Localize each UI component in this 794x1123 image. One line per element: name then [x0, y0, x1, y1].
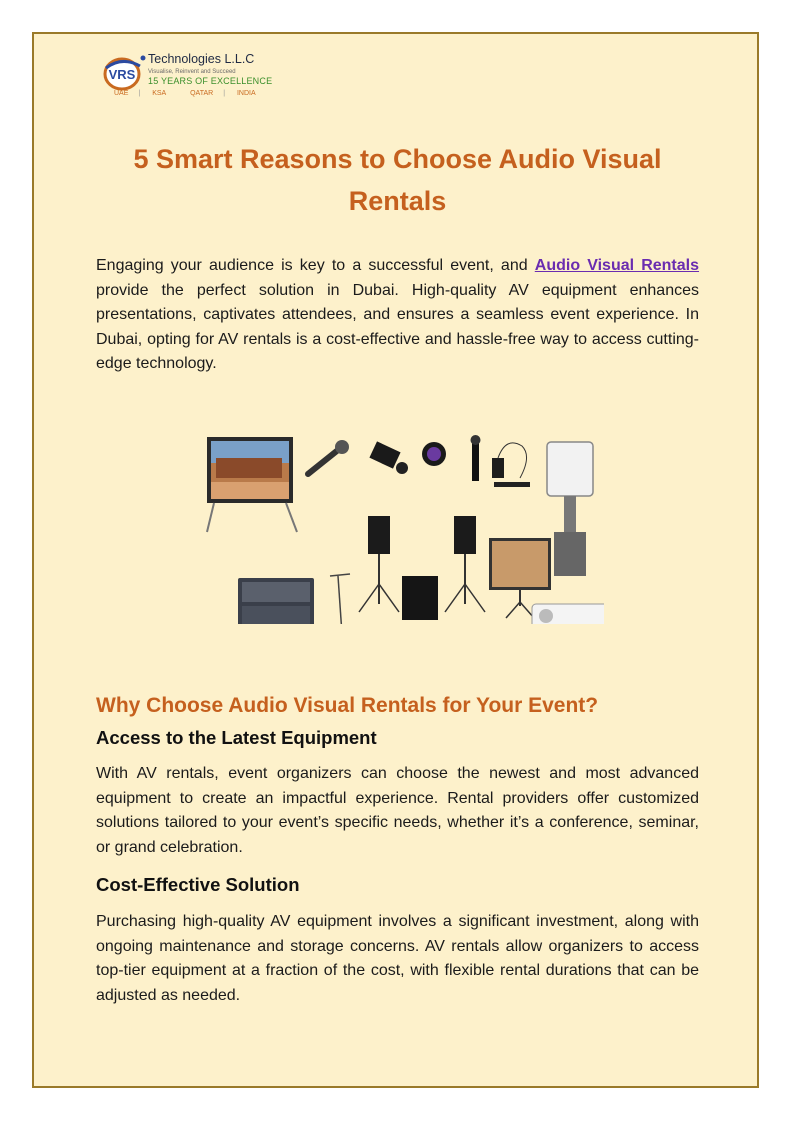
company-logo	[100, 50, 300, 120]
subsection-body-latest-equipment: With AV rentals, event organizers can choose the newest and most advanced equipment to create an impactful experience. Rental providers offer customized solutions tailored to your event’s specific needs, whether it’s a conference, seminar, or grand celebration.	[96, 765, 699, 856]
country-ksa: KSA	[152, 90, 167, 97]
logo-company-name: Technologies L.L.C	[148, 52, 255, 66]
audio-visual-rentals-link[interactable]: Audio Visual Rentals	[534, 257, 700, 274]
logo-countries: UAE | KSA QATAR | INDIA	[114, 90, 256, 97]
av-equipment-image	[202, 434, 604, 624]
intro-text-after: provide the perfect solution in Dubai. High-quality AV equipment enhances presentations, captivates attendees, and ensures a seamless event experience. In Dubai, opting for AV rentals is a cost-effective and hassle-free way to access cutting-edge technology.	[96, 281, 699, 372]
vrs-globe-icon	[100, 52, 148, 92]
logo-tagline: Visualise, Reinvent and Succeed	[148, 69, 236, 75]
intro-text-before: Engaging your audience is key to a successful event, and	[96, 257, 535, 274]
country-uae: UAE	[114, 90, 129, 97]
subsection-heading-cost-effective: Cost-Effective Solution	[96, 874, 300, 895]
subsection-heading-latest-equipment: Access to the Latest Equipment	[96, 727, 377, 748]
article-title: 5 Smart Reasons to Choose Audio Visual Rentals	[133, 144, 662, 216]
country-qatar: QATAR	[190, 90, 214, 97]
intro-paragraph	[96, 254, 699, 377]
page-frame	[32, 32, 759, 1088]
section-heading: Why Choose Audio Visual Rentals for Your Event?	[96, 694, 599, 717]
country-india: INDIA	[236, 90, 256, 97]
subsection-body-cost-effective: Purchasing high-quality AV equipment involves a significant investment, along with ongoing maintenance and storage concerns. AV rentals allow organizers to access top-tier equipment at a fraction of the cost, with flexible rental durations that can be adjusted as needed.	[96, 913, 699, 1004]
logo-brand-text: VRS	[108, 67, 136, 82]
logo-years: 15 YEARS OF EXCELLENCE	[148, 76, 273, 86]
